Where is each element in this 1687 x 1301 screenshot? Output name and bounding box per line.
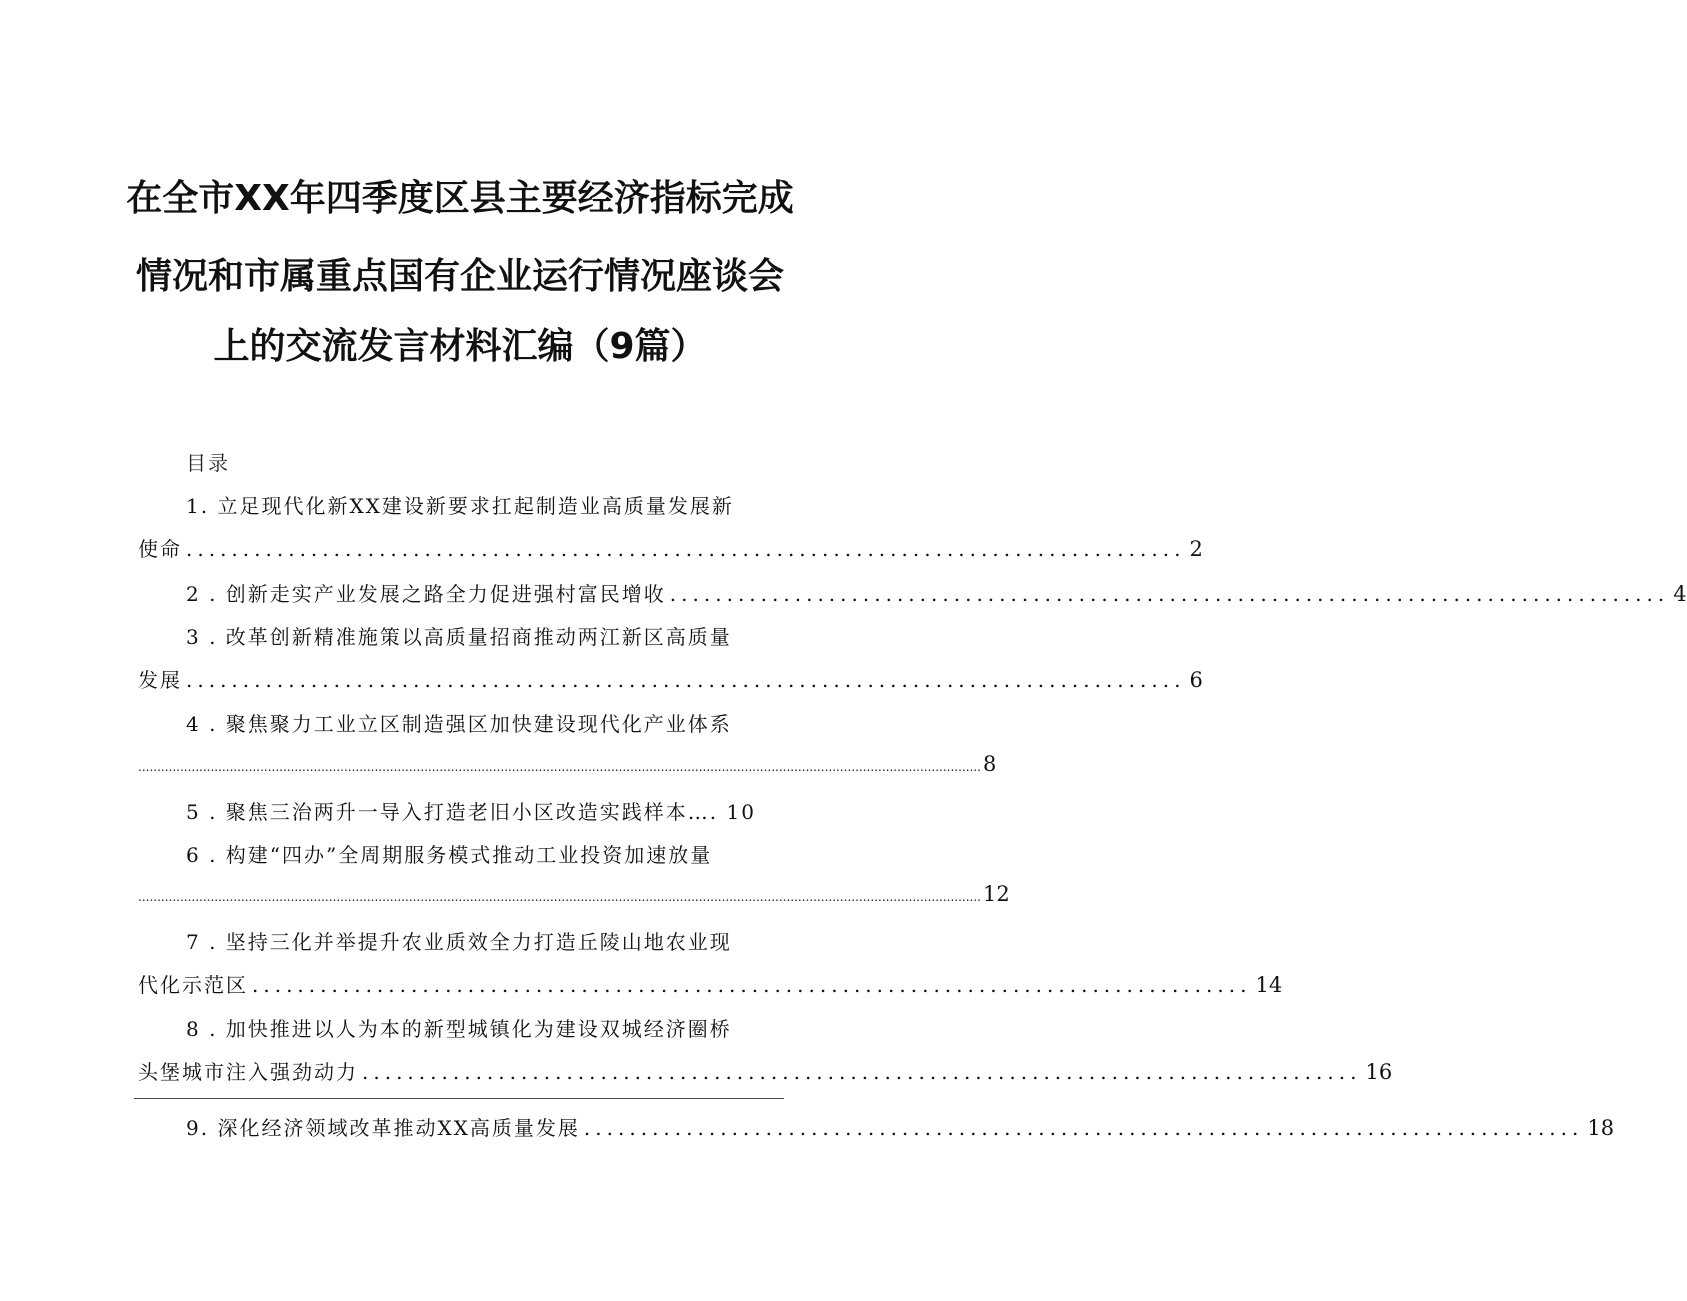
toc-entry-4-line1: 4 . 聚焦聚力工业立区制造强区加快建设现代化产业体系 xyxy=(186,712,732,736)
toc-entry-6-line1: 6 . 构建“四办”全周期服务模式推动工业投资加速放量 xyxy=(186,843,713,867)
toc-entry-1-page: 2 xyxy=(1189,537,1203,561)
toc-entry-7-page: 14 xyxy=(1255,973,1283,997)
toc-entry-8-page: 16 xyxy=(1365,1060,1393,1084)
toc-entry-7-text: 代化示范区 xyxy=(138,973,248,997)
toc-leader-dots: ........................................................................................ xyxy=(186,668,1186,692)
toc-entry-7-line1: 7 . 坚持三化并举提升农业质效全力打造丘陵山地农业现 xyxy=(186,930,732,954)
toc-entry-8-line2 xyxy=(138,1056,1393,1085)
toc-leader-dots: ........................................................................................ xyxy=(186,537,1186,561)
toc-leader-dots: ........................................................................................ xyxy=(669,582,1670,606)
toc-entry-1-line2 xyxy=(138,533,1203,562)
toc-entry-2-page: 4 xyxy=(1673,582,1687,606)
toc-leader-dots: ........................................................................................ xyxy=(583,1116,1584,1140)
toc-entry-6-line2 xyxy=(138,882,1010,906)
toc-heading: 目录 xyxy=(186,451,230,475)
toc-entry-2 xyxy=(186,578,1687,607)
toc-entry-4-page: 8 xyxy=(983,752,997,776)
toc-entry-1-text: 使命 xyxy=(138,537,182,561)
toc-entry-1-line1: 1. 立足现代化新XX建设新要求扛起制造业高质量发展新 xyxy=(186,494,734,518)
toc-entry-6-page: 12 xyxy=(983,882,1010,906)
toc-entry-9-page: 18 xyxy=(1587,1116,1615,1140)
toc-entry-8-text: 头堡城市注入强劲动力 xyxy=(138,1060,358,1084)
toc-entry-3-text: 发展 xyxy=(138,668,182,692)
toc-entry-3-line1: 3 . 改革创新精准施策以高质量招商推动两江新区高质量 xyxy=(186,625,732,649)
toc-entry-5: 5 . 聚焦三治两升一导入打造老旧小区改造实践样本…. 10 xyxy=(186,800,756,824)
toc-entry-9-text: 9. 深化经济领域改革推动XX高质量发展 xyxy=(186,1116,580,1140)
horizontal-rule xyxy=(134,1098,784,1099)
title-line-3: 上的交流发言材料汇编（9篇） xyxy=(213,326,707,367)
title-line-1: 在全市XX年四季度区县主要经济指标完成 xyxy=(126,178,794,219)
toc-entry-3-page: 6 xyxy=(1189,668,1203,692)
toc-entry-4-line2 xyxy=(138,752,997,776)
toc-entry-9 xyxy=(186,1112,1615,1141)
toc-leader-dots: ........................................................................................ xyxy=(252,973,1252,997)
toc-leader-dots: ........................................................................................ xyxy=(362,1060,1362,1084)
toc-leader-dots: ............................................................................................................................................................................................................................. xyxy=(138,760,981,774)
toc-entry-3-line2 xyxy=(138,664,1203,693)
toc-entry-8-line1: 8 . 加快推进以人为本的新型城镇化为建设双城经济圈桥 xyxy=(186,1017,732,1041)
toc-leader-dots: ............................................................................................................................................................................................................................. xyxy=(138,890,981,904)
toc-entry-2-text: 2 . 创新走实产业发展之路全力促进强村富民增收 xyxy=(186,582,666,606)
toc-entry-7-line2 xyxy=(138,969,1283,998)
title-line-2: 情况和市属重点国有企业运行情况座谈会 xyxy=(135,256,784,297)
